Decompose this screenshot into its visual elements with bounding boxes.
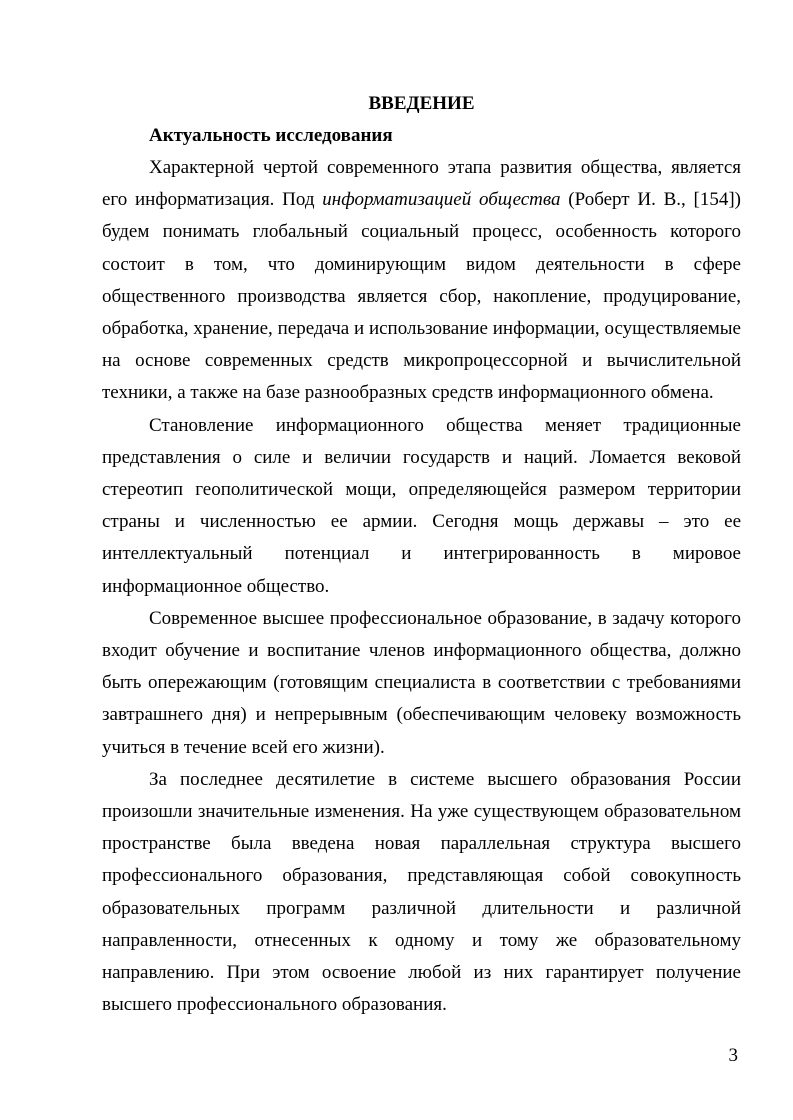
paragraph-3: Современное высшее профессиональное образование, в задачу которого входит обучение и воспитание членов информационного общества, должно быть опережающим (готовящим специалиста в соответствии с требованиями завтрашнего дня) и непрерывным (обеспечивающим человеку возможность учиться в течение всей его жизни). [102, 607, 741, 758]
paragraph-1-text-end: (Роберт И. В., [154]) будем понимать глобальный социальный процесс, особенность которого состоит в том, что доминирующим видом деятельности в сфере общественного производства является сбор, накопление, продуцирование, обработка, хранение, передача и использование информации, осуществляемые на основе современных средств микропроцессорной и вычислительной техники, а также на базе разнообразных средств информационного обмена. [102, 189, 741, 404]
section-heading: Актуальность исследования [149, 125, 393, 146]
page-content [102, 88, 741, 1021]
paragraph-1-italic-term: информатизацией общества [322, 189, 561, 211]
paragraph-1 [102, 152, 741, 410]
paragraph-1-text-start: Характерной чертой современного этапа развития общества, является его информатизация. Под [102, 157, 741, 211]
paragraph-4: За последнее десятилетие в системе высшего образования России произошли значительные изменения. На уже существующем образовательном пространстве была введена новая параллельная структура высшего профессионального образования, представляющая собой совокупность образовательных программ различной длительности и различной направленности, отнесенных к одному и тому же образовательному направлению. При этом освоение любой из них гарантирует получение высшего профессионального образования. [102, 768, 741, 1016]
page-title: ВВЕДЕНИЕ [368, 93, 475, 114]
paragraph-2: Становление информационного общества меняет традиционные представления о силе и величии государств и наций. Ломается вековой стереотип геополитической мощи, определяющейся размером территории страны и численностью ее армии. Сегодня мощь державы – это ее интеллектуальный потенциал и интегрированность в мировое информационное общество. [102, 414, 741, 597]
page-number: 3 [728, 1045, 738, 1066]
